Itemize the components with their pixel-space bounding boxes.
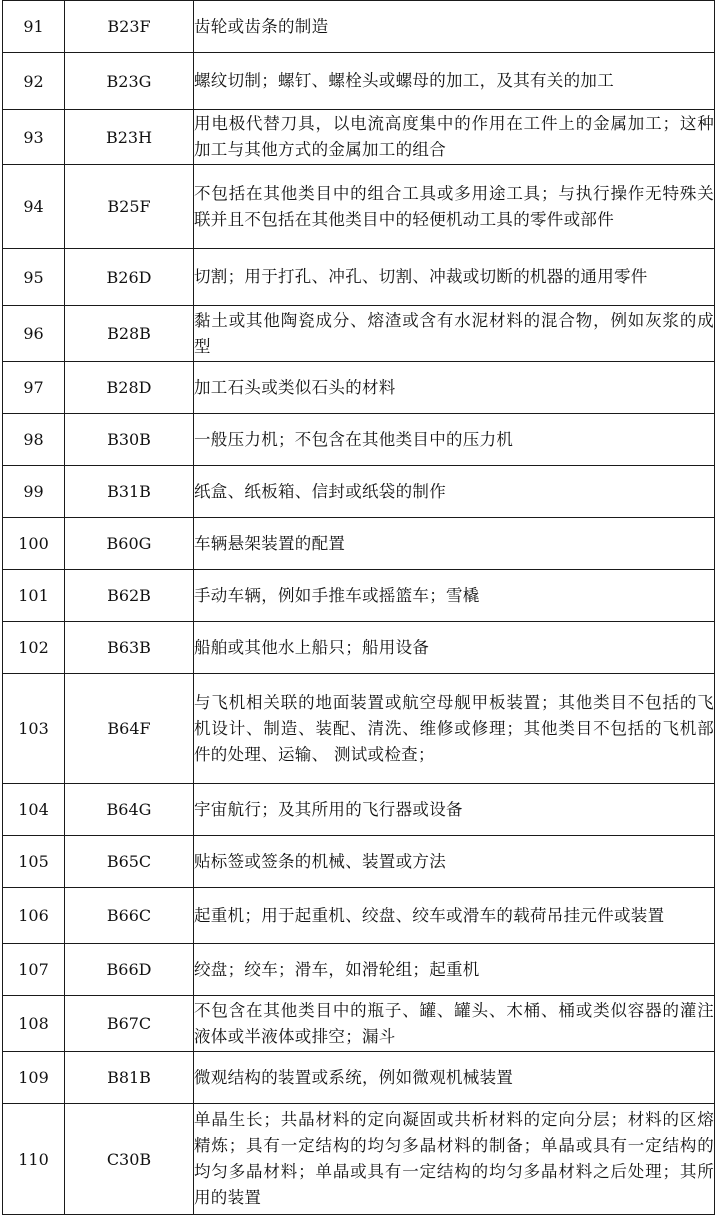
row-number: 95 (3, 249, 65, 306)
classification-code: B23F (65, 1, 194, 53)
row-number: 96 (3, 306, 65, 362)
classification-code: B66D (65, 944, 194, 996)
classification-code: B23H (65, 110, 194, 165)
table-row (3, 466, 715, 518)
classification-code: B28D (65, 362, 194, 414)
table-row (3, 622, 715, 674)
classification-code: B64F (65, 674, 194, 784)
classification-code: B81B (65, 1052, 194, 1104)
classification-description: 切割；用于打孔、冲孔、切割、冲裁或切断的机器的通用零件 (194, 249, 715, 306)
classification-code: B66C (65, 888, 194, 944)
table-row (3, 1, 715, 53)
classification-code: B60G (65, 518, 194, 570)
row-number: 105 (3, 836, 65, 888)
table-row (3, 888, 715, 944)
classification-description: 纸盒、纸板箱、信封或纸袋的制作 (194, 466, 715, 518)
table-row (3, 996, 715, 1052)
classification-code: B25F (65, 165, 194, 249)
classification-code: B65C (65, 836, 194, 888)
classification-description: 一般压力机；不包含在其他类目中的压力机 (194, 414, 715, 466)
row-number: 109 (3, 1052, 65, 1104)
table-row (3, 836, 715, 888)
table-row (3, 784, 715, 836)
row-number: 93 (3, 110, 65, 165)
row-number: 104 (3, 784, 65, 836)
row-number: 100 (3, 518, 65, 570)
row-number: 108 (3, 996, 65, 1052)
classification-code: B30B (65, 414, 194, 466)
row-number: 91 (3, 1, 65, 53)
classification-description: 贴标签或签条的机械、装置或方法 (194, 836, 715, 888)
row-number: 110 (3, 1104, 65, 1215)
table-row (3, 1104, 715, 1215)
classification-code: B62B (65, 570, 194, 622)
classification-code: B67C (65, 996, 194, 1052)
classification-code: C30B (65, 1104, 194, 1215)
table-row (3, 414, 715, 466)
table-row (3, 110, 715, 165)
classification-code: B64G (65, 784, 194, 836)
classification-description: 手动车辆，例如手推车或摇篮车；雪橇 (194, 570, 715, 622)
row-number: 99 (3, 466, 65, 518)
classification-description: 不包含在其他类目中的瓶子、罐、罐头、木桶、桶或类似容器的灌注液体或半液体或排空；漏斗 (194, 996, 715, 1052)
row-number: 102 (3, 622, 65, 674)
row-number: 97 (3, 362, 65, 414)
classification-description: 用电极代替刀具，以电流高度集中的作用在工件上的金属加工；这种加工与其他方式的金属加工的组合 (194, 110, 715, 165)
table-row (3, 944, 715, 996)
table-body (3, 1, 715, 1215)
classification-description: 船舶或其他水上船只；船用设备 (194, 622, 715, 674)
table-row (3, 165, 715, 249)
row-number: 101 (3, 570, 65, 622)
table-row (3, 306, 715, 362)
classification-table (2, 0, 715, 1215)
table-row (3, 570, 715, 622)
classification-description: 与飞机相关联的地面装置或航空母舰甲板装置；其他类目不包括的飞机设计、制造、装配、清洗、维修或修理；其他类目不包括的飞机部件的处理、运输、 测试或检查； (194, 674, 715, 784)
row-number: 106 (3, 888, 65, 944)
classification-description: 齿轮或齿条的制造 (194, 1, 715, 53)
classification-description: 螺纹切制；螺钉、螺栓头或螺母的加工，及其有关的加工 (194, 53, 715, 110)
classification-table-wrapper (2, 0, 715, 1215)
classification-description: 加工石头或类似石头的材料 (194, 362, 715, 414)
classification-description: 宇宙航行；及其所用的飞行器或设备 (194, 784, 715, 836)
classification-code: B23G (65, 53, 194, 110)
classification-description: 车辆悬架装置的配置 (194, 518, 715, 570)
classification-description: 绞盘；绞车；滑车，如滑轮组；起重机 (194, 944, 715, 996)
classification-description: 微观结构的装置或系统，例如微观机械装置 (194, 1052, 715, 1104)
classification-description: 黏土或其他陶瓷成分、熔渣或含有水泥材料的混合物，例如灰浆的成型 (194, 306, 715, 362)
table-row (3, 249, 715, 306)
row-number: 94 (3, 165, 65, 249)
row-number: 92 (3, 53, 65, 110)
classification-description: 不包括在其他类目中的组合工具或多用途工具；与执行操作无特殊关联并且不包括在其他类目中的轻便机动工具的零件或部件 (194, 165, 715, 249)
row-number: 98 (3, 414, 65, 466)
classification-description: 单晶生长；共晶材料的定向凝固或共析材料的定向分层；材料的区熔精炼；具有一定结构的均匀多晶材料的制备；单晶或具有一定结构的均匀多晶材料；单晶或具有一定结构的均匀多晶材料之后处理；其所用的装置 (194, 1104, 715, 1215)
table-row (3, 674, 715, 784)
classification-description: 起重机；用于起重机、绞盘、绞车或滑车的载荷吊挂元件或装置 (194, 888, 715, 944)
classification-code: B26D (65, 249, 194, 306)
table-row (3, 1052, 715, 1104)
table-row (3, 362, 715, 414)
classification-code: B63B (65, 622, 194, 674)
row-number: 107 (3, 944, 65, 996)
table-row (3, 53, 715, 110)
row-number: 103 (3, 674, 65, 784)
classification-code: B28B (65, 306, 194, 362)
table-row (3, 518, 715, 570)
classification-code: B31B (65, 466, 194, 518)
